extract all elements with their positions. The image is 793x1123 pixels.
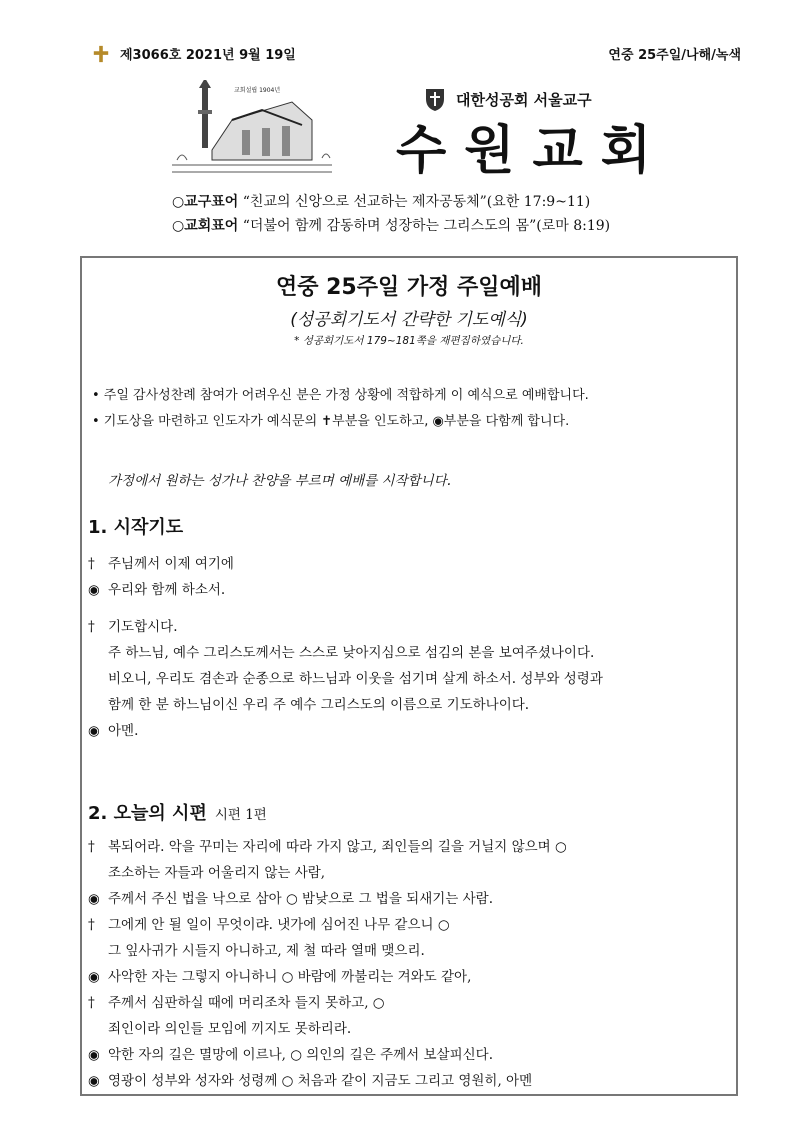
psalm-line: ◉ 영광이 성부와 성자와 성령께 ○ 처음과 같이 지금도 그리고 영원히, 아멘 xyxy=(88,1073,533,1089)
intro-rubric: 가정에서 원하는 성가나 찬양을 부르며 예배를 시작합니다. xyxy=(108,473,452,489)
motto-text: “더불어 함께 감동하며 성장하는 그리스도의 몸”(로마 8:19) xyxy=(238,218,611,234)
psalm-line: ◉ 악한 자의 길은 멸망에 이르나, ○ 의인의 길은 주께서 보살피신다. xyxy=(88,1047,494,1063)
liturgy-line: † 기도합시다. xyxy=(88,619,178,635)
liturgy-line: 비오니, 우리도 겸손과 순종으로 하느님과 이웃을 섬기며 살게 하소서. 성부와 성령과 xyxy=(108,671,603,687)
section-heading-opening-prayer: 1. 시작기도 xyxy=(88,517,184,538)
psalm-line: 죄인이라 의인들 모임에 끼지도 못하리라. xyxy=(108,1021,352,1037)
cross-icon xyxy=(92,45,110,63)
psalm-line: 그 잎사귀가 시들지 아니하고, 제 철 따라 열매 맺으리. xyxy=(108,943,425,959)
psalm-line: † 복되어라. 악을 꾸미는 자리에 따라 가지 않고, 죄인들의 길을 거닐지 않으며 ○ xyxy=(88,839,567,855)
psalm-line: 조소하는 자들과 어울리지 않는 사람, xyxy=(108,865,326,881)
instruction-bullet: • 기도상을 마련하고 인도자가 예식문의 ✝부분을 인도하고, ◉부분을 다함께 합니다. xyxy=(92,414,570,429)
motto-text: “친교의 신앙으로 선교하는 제자공동체”(요한 17:9~11) xyxy=(238,194,591,210)
diocese-motto xyxy=(172,191,590,211)
church-motto xyxy=(172,215,610,235)
psalm-reference: 시편 1편 xyxy=(214,807,267,823)
liturgy-line: 함께 한 분 하느님이신 우리 주 예수 그리스도의 이름으로 기도하나이다. xyxy=(108,697,530,713)
liturgical-season: 연중 25주일/나해/녹색 xyxy=(608,48,741,63)
psalm-line: † 그에게 안 될 일이 무엇이랴. 냇가에 심어진 나무 같으니 ○ xyxy=(88,917,450,933)
psalm-line: ◉ 사악한 자는 그렇지 아니하니 ○ 바람에 까불리는 겨와도 같아, xyxy=(88,969,472,985)
liturgy-line: ◉ 아멘. xyxy=(88,723,139,739)
founding-caption: 교회설립 1904년 xyxy=(234,87,281,94)
motto-label: ○교구표어 xyxy=(172,194,239,210)
section-heading-psalm: 2. 오늘의 시편 시편 1편 xyxy=(88,803,267,824)
issue-header xyxy=(92,44,296,63)
liturgy-line: 주 하느님, 예수 그리스도께서는 스스로 낮아지심으로 섬김의 본을 보여주셨나이다. xyxy=(108,645,595,661)
motto-label: ○교회표어 xyxy=(172,218,239,234)
service-title: 연중 25주일 가정 주일예배 xyxy=(275,275,543,300)
liturgy-line: ◉ 우리와 함께 하소서. xyxy=(88,582,226,598)
instruction-bullet: • 주일 감사성찬례 참여가 어려우신 분은 가정 상황에 적합하게 이 예식으로 예배합니다. xyxy=(92,388,589,403)
service-note: * 성공회기도서 179~181쪽을 재편집하였습니다. xyxy=(294,335,524,347)
service-subtitle: (성공회기도서 간략한 기도예식) xyxy=(290,310,528,330)
psalm-line: † 주께서 심판하실 때에 머리조차 들지 못하고, ○ xyxy=(88,995,385,1011)
church-name: 수원교회 xyxy=(396,120,669,181)
church-sketch-image xyxy=(172,80,332,180)
issue-info: 제3066호 2021년 9월 19일 xyxy=(120,48,296,63)
diocese-name: 대한성공회 서울교구 xyxy=(456,90,592,109)
liturgy-line: † 주님께서 이제 여기에 xyxy=(88,556,234,572)
psalm-line: ◉ 주께서 주신 법을 낙으로 삼아 ○ 밤낮으로 그 법을 되새기는 사람. xyxy=(88,891,494,907)
